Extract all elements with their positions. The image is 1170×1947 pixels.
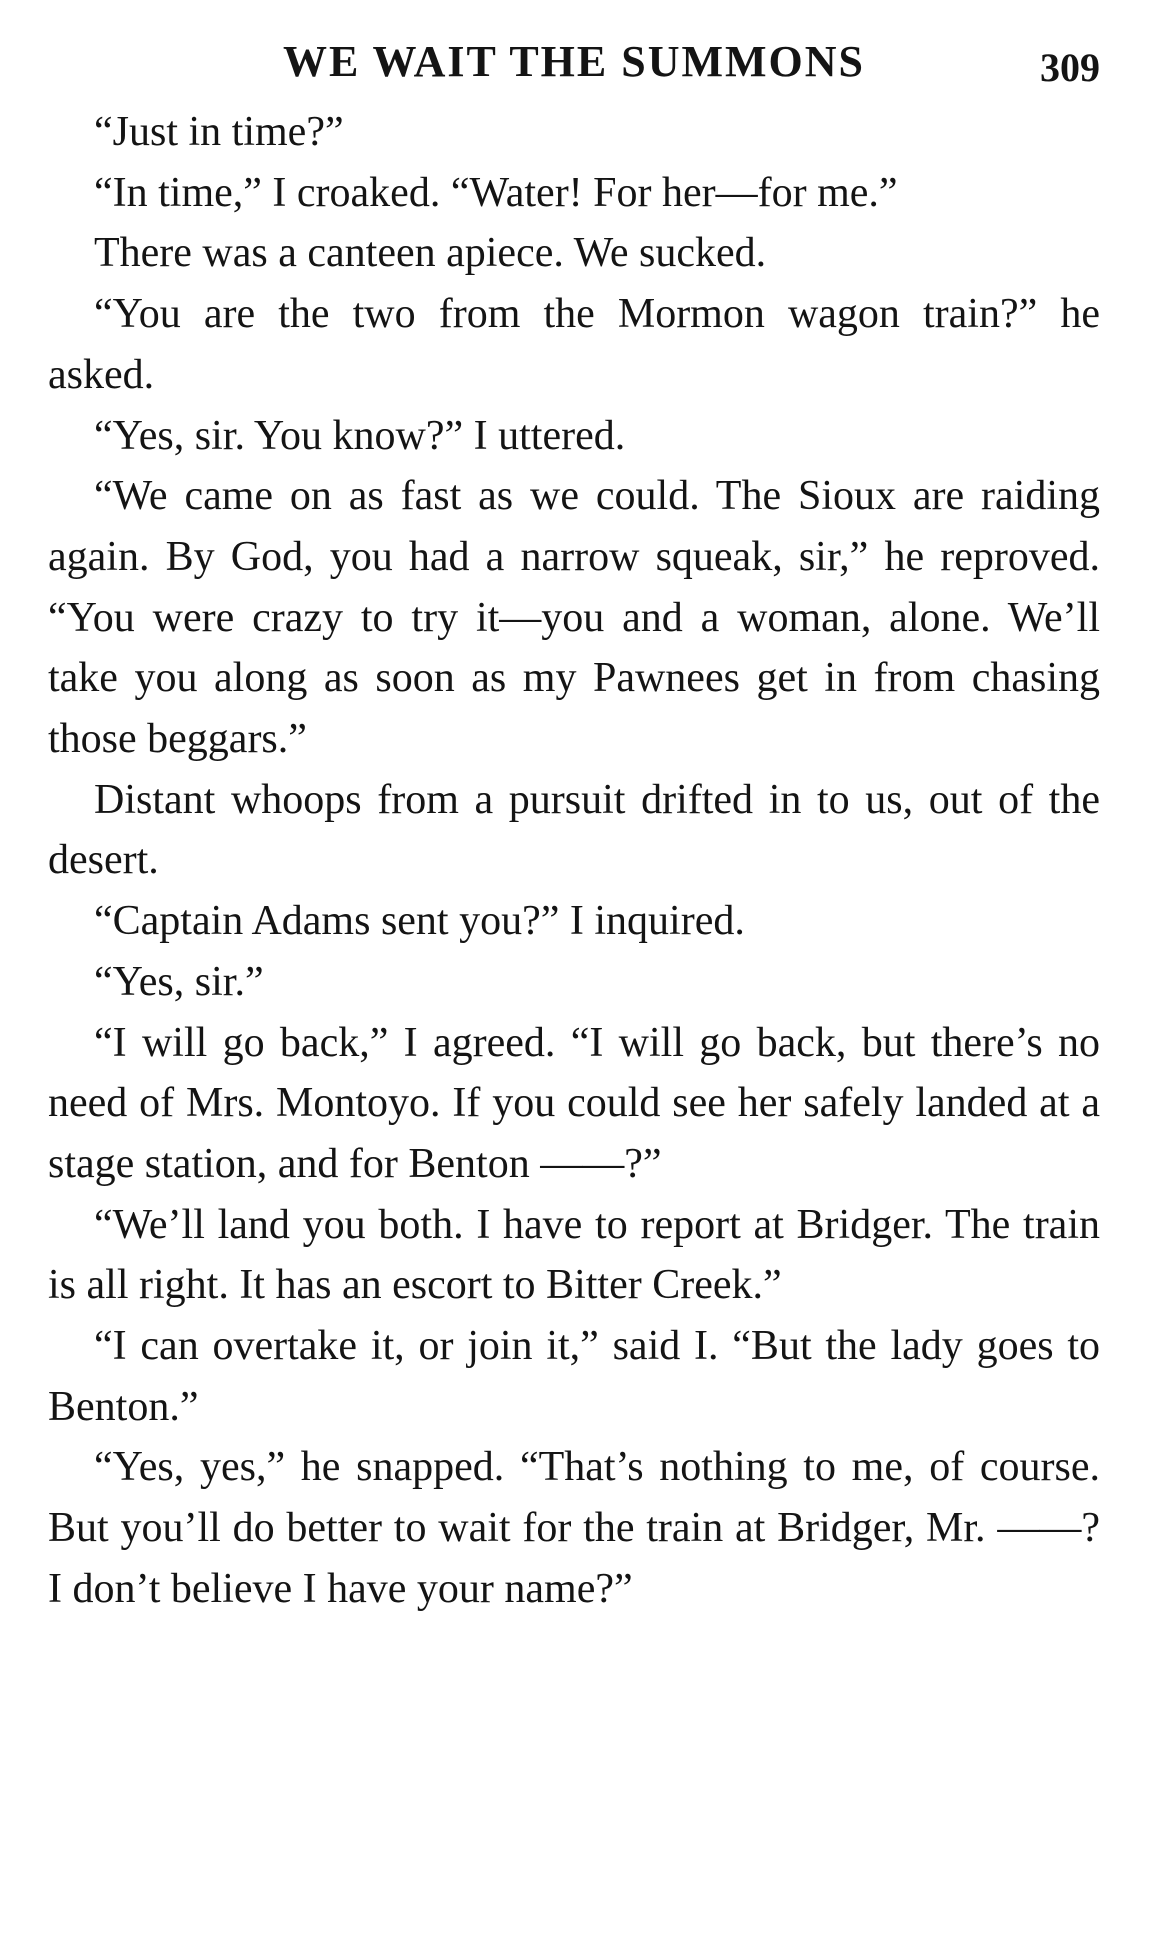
paragraph: “I will go back,” I agreed. “I will go back, but there’s no need of Mrs. Montoyo. If you could see her safely landed at a stage station, and for Benton ——?” xyxy=(48,1019,1100,1187)
paragraph: There was a canteen apiece. We sucked. xyxy=(94,230,767,277)
paragraph: “You are the two from the Mormon wagon train?” he asked. xyxy=(48,291,1100,398)
paragraph: “We came on as fast as we could. The Sioux are raiding again. By God, you had a narrow squeak, sir,” he reproved. “You were crazy to try it—you and a woman, alone. We’ll take you along as soon as my Pawnees get in from chasing those beggars.” xyxy=(48,473,1100,763)
book-page xyxy=(48,30,1100,1620)
paragraph: “In time,” I croaked. “Water! For her—for me.” xyxy=(94,169,898,216)
paragraph: “We’ll land you both. I have to report at Bridger. The train is all right. It has an escort to Bitter Creek.” xyxy=(48,1201,1100,1309)
paragraph: “Yes, sir. You know?” I uttered. xyxy=(94,412,626,459)
running-title: WE WAIT THE SUMMONS xyxy=(282,37,866,86)
running-head xyxy=(48,30,1100,102)
paragraph: “Captain Adams sent you?” I inquired. xyxy=(94,898,745,945)
paragraph: “I can overtake it, or join it,” said I. “But the lady goes to Benton.” xyxy=(48,1323,1100,1430)
paragraph: Distant whoops from a pursuit drifted in to us, out of the desert. xyxy=(48,776,1100,884)
paragraph: “Just in time?” xyxy=(94,109,344,155)
page-number: 309 xyxy=(1040,45,1100,90)
paragraph: “Yes, yes,” he snapped. “That’s nothing to me, of course. But you’ll do better to wait for the train at Bridger, Mr. ——? I don’t believe I have your name?” xyxy=(48,1444,1100,1612)
paragraph: “Yes, sir.” xyxy=(94,958,264,1005)
body-text xyxy=(48,102,1100,1620)
